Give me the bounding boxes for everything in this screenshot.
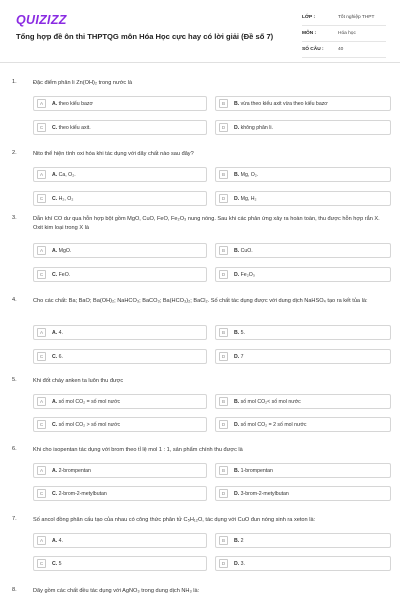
question-number: 4. bbox=[12, 297, 17, 303]
option-d[interactable] bbox=[215, 120, 391, 135]
option-text: không phân li. bbox=[240, 124, 273, 131]
option-key: C. bbox=[52, 195, 58, 202]
quizizz-logo: QUIZIZZ bbox=[16, 13, 67, 27]
option-key: A. bbox=[52, 537, 58, 544]
meta-row-class bbox=[302, 15, 386, 26]
option-text: Mg, H₂ bbox=[240, 195, 257, 202]
option-letter-box: B bbox=[219, 246, 228, 255]
option-letter-box: D bbox=[219, 352, 228, 361]
option-letter-box: C bbox=[37, 123, 46, 132]
option-text: 2-brom-2-metylbutan bbox=[58, 490, 107, 497]
option-letter-box: B bbox=[219, 328, 228, 337]
question-number: 3. bbox=[12, 215, 17, 221]
option-key: A. bbox=[52, 100, 58, 107]
option-text: 4. bbox=[58, 329, 63, 336]
question-number: 8. bbox=[12, 587, 17, 593]
option-key: A. bbox=[52, 467, 58, 474]
option-letter-box: C bbox=[37, 559, 46, 568]
option-text: 2-brompentan bbox=[58, 467, 91, 474]
meta-row-subject bbox=[302, 31, 386, 42]
option-text: H₂, O₂ bbox=[58, 195, 74, 202]
meta-value: Tốt nghiệp THPT bbox=[338, 15, 375, 20]
option-d[interactable] bbox=[215, 191, 391, 206]
option-a[interactable] bbox=[33, 533, 207, 548]
option-key: C. bbox=[52, 124, 58, 131]
option-key: D. bbox=[234, 421, 240, 428]
option-key: C. bbox=[52, 560, 58, 567]
option-letter-box: B bbox=[219, 536, 228, 545]
option-letter-box: C bbox=[37, 489, 46, 498]
option-text: 4. bbox=[58, 537, 63, 544]
question-text: Khi đốt cháy anken ta luôn thu được bbox=[33, 378, 124, 384]
option-key: C. bbox=[52, 421, 58, 428]
option-text: số mol CO₂ = số mol nước bbox=[58, 398, 121, 405]
option-a[interactable] bbox=[33, 96, 207, 111]
question-number: 7. bbox=[12, 516, 17, 522]
option-letter-box: D bbox=[219, 194, 228, 203]
option-text: Mg, O₂. bbox=[240, 171, 259, 178]
question-text: Số ancol đồng phân cấu tạo của nhau có công thức phân tử C₅H₁₂O, tác dụng với CuO đun nóng sinh ra xeton là: bbox=[33, 517, 316, 523]
option-key: D. bbox=[234, 490, 240, 497]
option-text: 5 bbox=[58, 560, 62, 567]
option-letter-box: B bbox=[219, 397, 228, 406]
option-key: D. bbox=[234, 195, 240, 202]
option-key: A. bbox=[52, 398, 58, 405]
question-number: 2. bbox=[12, 150, 17, 156]
worksheet-title: Tổng hợp đề ôn thi THPTQG môn Hóa Học cực hay có lời giải (Đề số 7) bbox=[16, 32, 274, 41]
option-letter-box: A bbox=[37, 328, 46, 337]
question-text: Khi cho isopentan tác dụng với brom theo tỉ lệ mol 1 : 1, sản phẩm chính thu được là bbox=[33, 447, 243, 453]
header-divider bbox=[0, 62, 400, 63]
option-letter-box: C bbox=[37, 420, 46, 429]
meta-label: SỐ CÂU : bbox=[302, 47, 324, 52]
meta-value: Hóa học bbox=[338, 31, 356, 36]
option-b[interactable] bbox=[215, 167, 391, 182]
option-key: C. bbox=[52, 271, 58, 278]
option-key: B. bbox=[234, 398, 240, 405]
option-letter-box: D bbox=[219, 270, 228, 279]
option-a[interactable] bbox=[33, 243, 207, 258]
option-letter-box: B bbox=[219, 99, 228, 108]
option-b[interactable] bbox=[215, 325, 391, 340]
option-c[interactable] bbox=[33, 349, 207, 364]
question-text: Nito thể hiện tính oxi hóa khi tác dụng với dãy chất nào sau đây? bbox=[33, 151, 194, 157]
option-text: 3. bbox=[240, 560, 245, 567]
option-key: B. bbox=[234, 329, 240, 336]
option-d[interactable] bbox=[215, 486, 391, 501]
option-b[interactable] bbox=[215, 96, 391, 111]
option-letter-box: A bbox=[37, 170, 46, 179]
option-letter-box: B bbox=[219, 466, 228, 475]
option-letter-box: B bbox=[219, 170, 228, 179]
question-text: Dẫn khí CO dư qua hỗn hợp bột gồm MgO, CuO, FeO, Fe₂O₃ nung nóng. Sau khi các phản ứng xảy ra hoàn toàn, thu được hỗn hợp rắn X. Oxit kim loại trong X là bbox=[33, 216, 380, 231]
option-c[interactable] bbox=[33, 191, 207, 206]
meta-value: 40 bbox=[338, 47, 344, 52]
option-text: số mol CO₂ > số mol nước bbox=[58, 421, 121, 428]
option-letter-box: A bbox=[37, 397, 46, 406]
option-key: A. bbox=[52, 171, 58, 178]
option-key: B. bbox=[234, 467, 240, 474]
option-text: vừa theo kiểu axit vừa theo kiểu bazơ bbox=[240, 100, 328, 107]
meta-row-count bbox=[302, 47, 386, 58]
option-letter-box: A bbox=[37, 536, 46, 545]
option-text: FeO. bbox=[58, 271, 71, 278]
option-letter-box: A bbox=[37, 99, 46, 108]
option-d[interactable] bbox=[215, 349, 391, 364]
option-text: 5. bbox=[240, 329, 245, 336]
worksheet-meta bbox=[302, 15, 386, 63]
option-text: theo kiểu bazơ bbox=[58, 100, 93, 107]
meta-label: MÔN : bbox=[302, 31, 317, 36]
option-key: D. bbox=[234, 353, 240, 360]
option-letter-box: A bbox=[37, 246, 46, 255]
option-b[interactable] bbox=[215, 463, 391, 478]
option-key: B. bbox=[234, 100, 240, 107]
option-text: theo kiểu axit. bbox=[58, 124, 91, 131]
option-key: B. bbox=[234, 247, 240, 254]
option-key: D. bbox=[234, 271, 240, 278]
option-text: 7 bbox=[240, 353, 244, 360]
option-c[interactable] bbox=[33, 486, 207, 501]
option-a[interactable] bbox=[33, 463, 207, 478]
option-text: số mol CO₂ = 2 số mol nước bbox=[240, 421, 307, 428]
option-text: số mol CO₂< số mol nước bbox=[240, 398, 301, 405]
option-text: MgO. bbox=[58, 247, 72, 254]
option-text: 6. bbox=[58, 353, 63, 360]
option-d[interactable] bbox=[215, 556, 391, 571]
worksheet-header bbox=[0, 0, 400, 62]
option-b[interactable] bbox=[215, 243, 391, 258]
option-text: 1-brompentan bbox=[240, 467, 273, 474]
option-text: CuO. bbox=[240, 247, 253, 254]
option-letter-box: A bbox=[37, 466, 46, 475]
meta-label: LỚP : bbox=[302, 15, 316, 20]
option-letter-box: C bbox=[37, 194, 46, 203]
option-letter-box: C bbox=[37, 270, 46, 279]
option-text: Ca, O₂. bbox=[58, 171, 76, 178]
option-key: A. bbox=[52, 329, 58, 336]
option-d[interactable] bbox=[215, 267, 391, 282]
option-d[interactable] bbox=[215, 417, 391, 432]
option-key: A. bbox=[52, 247, 58, 254]
option-a[interactable] bbox=[33, 325, 207, 340]
option-key: B. bbox=[234, 537, 240, 544]
option-c[interactable] bbox=[33, 417, 207, 432]
option-key: D. bbox=[234, 560, 240, 567]
option-key: C. bbox=[52, 353, 58, 360]
option-a[interactable] bbox=[33, 167, 207, 182]
option-letter-box: D bbox=[219, 123, 228, 132]
option-a[interactable] bbox=[33, 394, 207, 409]
option-text: 2 bbox=[240, 537, 244, 544]
question-number: 6. bbox=[12, 446, 17, 452]
question-text: Dãy gồm các chất đều tác dụng với AgNO₃ trong dung dịch NH₃ là: bbox=[33, 588, 200, 594]
option-text: 3-brom-2-metylbutan bbox=[240, 490, 289, 497]
option-key: C. bbox=[52, 490, 58, 497]
option-c[interactable] bbox=[33, 120, 207, 135]
option-letter-box: C bbox=[37, 352, 46, 361]
option-key: D. bbox=[234, 124, 240, 131]
option-letter-box: D bbox=[219, 420, 228, 429]
option-c[interactable] bbox=[33, 267, 207, 282]
option-b[interactable] bbox=[215, 394, 391, 409]
question-number: 1. bbox=[12, 79, 17, 85]
option-letter-box: D bbox=[219, 559, 228, 568]
question-text: Cho các chất: Ba; BaO; Ba(OH)₂; NaHCO₃; BaCO₃; Ba(HCO₃)₂; BaCl₂. Số chất tác dụng được với dung dịch NaHSO₄ tạo ra kết tủa là: bbox=[33, 298, 368, 304]
option-key: B. bbox=[234, 171, 240, 178]
question-text: Đặc điểm phân li Zn(OH)₂ trong nước là bbox=[33, 80, 133, 86]
option-b[interactable] bbox=[215, 533, 391, 548]
option-letter-box: D bbox=[219, 489, 228, 498]
option-c[interactable] bbox=[33, 556, 207, 571]
question-number: 5. bbox=[12, 377, 17, 383]
option-text: Fe₂O₃ bbox=[240, 271, 255, 278]
